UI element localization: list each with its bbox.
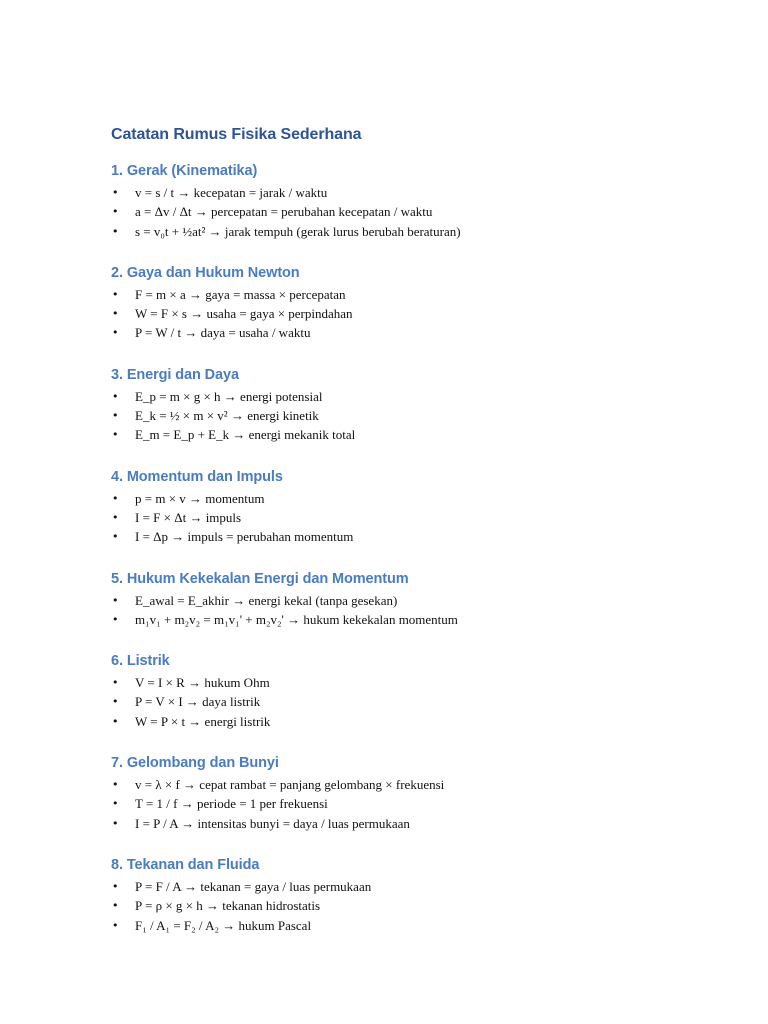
section-heading: 6. Listrik xyxy=(111,653,170,670)
section-heading: 4. Momentum dan Impuls xyxy=(111,468,283,485)
bullet-icon: • xyxy=(112,593,119,607)
formula-item xyxy=(111,222,711,241)
formula-text: E_p = m × g × h → energi potensial xyxy=(135,388,323,404)
bullet-icon: • xyxy=(112,389,119,403)
formula-item xyxy=(111,489,711,508)
formula-item xyxy=(111,814,711,833)
section-heading: 8. Tekanan dan Fluida xyxy=(111,856,260,873)
formula-text: W = P × t → energi listrik xyxy=(135,713,271,729)
bullet-icon: • xyxy=(112,307,119,321)
bullet-icon: • xyxy=(112,714,119,728)
formula-item xyxy=(111,406,711,425)
formula-item xyxy=(111,425,711,444)
section-1 xyxy=(111,161,711,241)
section-8 xyxy=(111,855,711,935)
sections-container xyxy=(111,161,711,935)
bullet-icon: • xyxy=(112,326,119,340)
formula-item xyxy=(111,794,711,813)
section-2 xyxy=(111,263,711,343)
formula-text: E_m = E_p + E_k → energi mekanik total xyxy=(135,427,356,443)
formula-text: I = F × Δt → impuls xyxy=(135,509,242,525)
formula-list xyxy=(111,673,711,731)
section-heading: 7. Gelombang dan Bunyi xyxy=(111,755,279,772)
formula-item xyxy=(111,916,711,935)
formula-item xyxy=(111,527,711,546)
formula-item xyxy=(111,591,711,610)
section-heading: 3. Energi dan Daya xyxy=(111,366,239,383)
formula-text: T = 1 / f → periode = 1 per frekuensi xyxy=(135,796,328,812)
formula-item xyxy=(111,775,711,794)
formula-list xyxy=(111,183,711,241)
formula-text: P = ρ × g × h → tekanan hidrostatis xyxy=(135,898,321,914)
formula-item xyxy=(111,712,711,731)
section-7 xyxy=(111,753,711,833)
formula-list xyxy=(111,775,711,833)
section-3 xyxy=(111,365,711,445)
formula-item xyxy=(111,610,711,629)
bullet-icon: • xyxy=(112,287,119,301)
bullet-icon: • xyxy=(112,816,119,830)
bullet-icon: • xyxy=(112,612,119,626)
bullet-icon: • xyxy=(112,530,119,544)
formula-text: v = s / t → kecepatan = jarak / waktu xyxy=(135,185,328,200)
bullet-icon: • xyxy=(112,224,119,238)
formula-list xyxy=(111,591,711,630)
formula-item xyxy=(111,877,711,896)
formula-list xyxy=(111,387,711,445)
formula-text: I = Δp → impuls = perubahan momentum xyxy=(135,529,354,545)
formula-text: P = V × I → daya listrik xyxy=(135,694,261,710)
section-6 xyxy=(111,651,711,731)
section-heading: 5. Hukum Kekekalan Energi dan Momentum xyxy=(111,570,409,587)
formula-text: P = F / A → tekanan = gaya / luas permukaan xyxy=(135,878,372,894)
bullet-icon: • xyxy=(112,899,119,913)
formula-item xyxy=(111,202,711,221)
formula-item xyxy=(111,896,711,915)
formula-text: I = P / A → intensitas bunyi = daya / luas permukaan xyxy=(135,815,410,831)
bullet-icon: • xyxy=(112,918,119,932)
formula-item xyxy=(111,183,711,202)
formula-item xyxy=(111,323,711,342)
formula-item xyxy=(111,387,711,406)
formula-list xyxy=(111,285,711,343)
bullet-icon: • xyxy=(112,205,119,219)
section-5 xyxy=(111,569,711,630)
bullet-icon: • xyxy=(112,491,119,505)
bullet-icon: • xyxy=(112,186,119,199)
section-4 xyxy=(111,467,711,547)
formula-text: p = m × v → momentum xyxy=(135,490,265,506)
formula-text: E_k = ½ × m × v² → energi kinetik xyxy=(135,408,319,424)
formula-list xyxy=(111,489,711,547)
formula-item xyxy=(111,285,711,304)
formula-item xyxy=(111,304,711,323)
bullet-icon: • xyxy=(112,428,119,442)
bullet-icon: • xyxy=(112,409,119,423)
bullet-icon: • xyxy=(112,695,119,709)
formula-text: v = λ × f → cepat rambat = panjang gelombang × frekuensi xyxy=(135,777,445,793)
document-body xyxy=(111,124,711,935)
bullet-icon: • xyxy=(112,778,119,792)
section-heading: 2. Gaya dan Hukum Newton xyxy=(111,264,300,281)
formula-text: P = W / t → daya = usaha / waktu xyxy=(135,325,311,341)
formula-text: E_awal = E_akhir → energi kekal (tanpa gesekan) xyxy=(135,592,398,608)
formula-text: a = Δv / Δt → percepatan = perubahan kecepatan / waktu xyxy=(135,204,433,220)
formula-item xyxy=(111,692,711,711)
bullet-icon: • xyxy=(112,676,119,690)
bullet-icon: • xyxy=(112,510,119,524)
formula-text: m₁v₁ + m₂v₂ = m₁v₁' + m₂v₂' → hukum kekekalan momentum xyxy=(135,611,458,627)
document-title: Catatan Rumus Fisika Sederhana xyxy=(111,126,362,143)
formula-text: V = I × R → hukum Ohm xyxy=(135,675,270,691)
formula-text: W = F × s → usaha = gaya × perpindahan xyxy=(135,306,353,322)
formula-item xyxy=(111,508,711,527)
section-heading: 1. Gerak (Kinematika) xyxy=(111,163,258,179)
formula-text: F₁ / A₁ = F₂ / A₂ → hukum Pascal xyxy=(135,917,312,933)
formula-text: s = v₀t + ½at² → jarak tempuh (gerak lurus berubah beraturan) xyxy=(135,223,461,239)
formula-item xyxy=(111,673,711,692)
formula-list xyxy=(111,877,711,935)
bullet-icon: • xyxy=(112,797,119,811)
bullet-icon: • xyxy=(112,879,119,893)
formula-text: F = m × a → gaya = massa × percepatan xyxy=(135,286,346,302)
